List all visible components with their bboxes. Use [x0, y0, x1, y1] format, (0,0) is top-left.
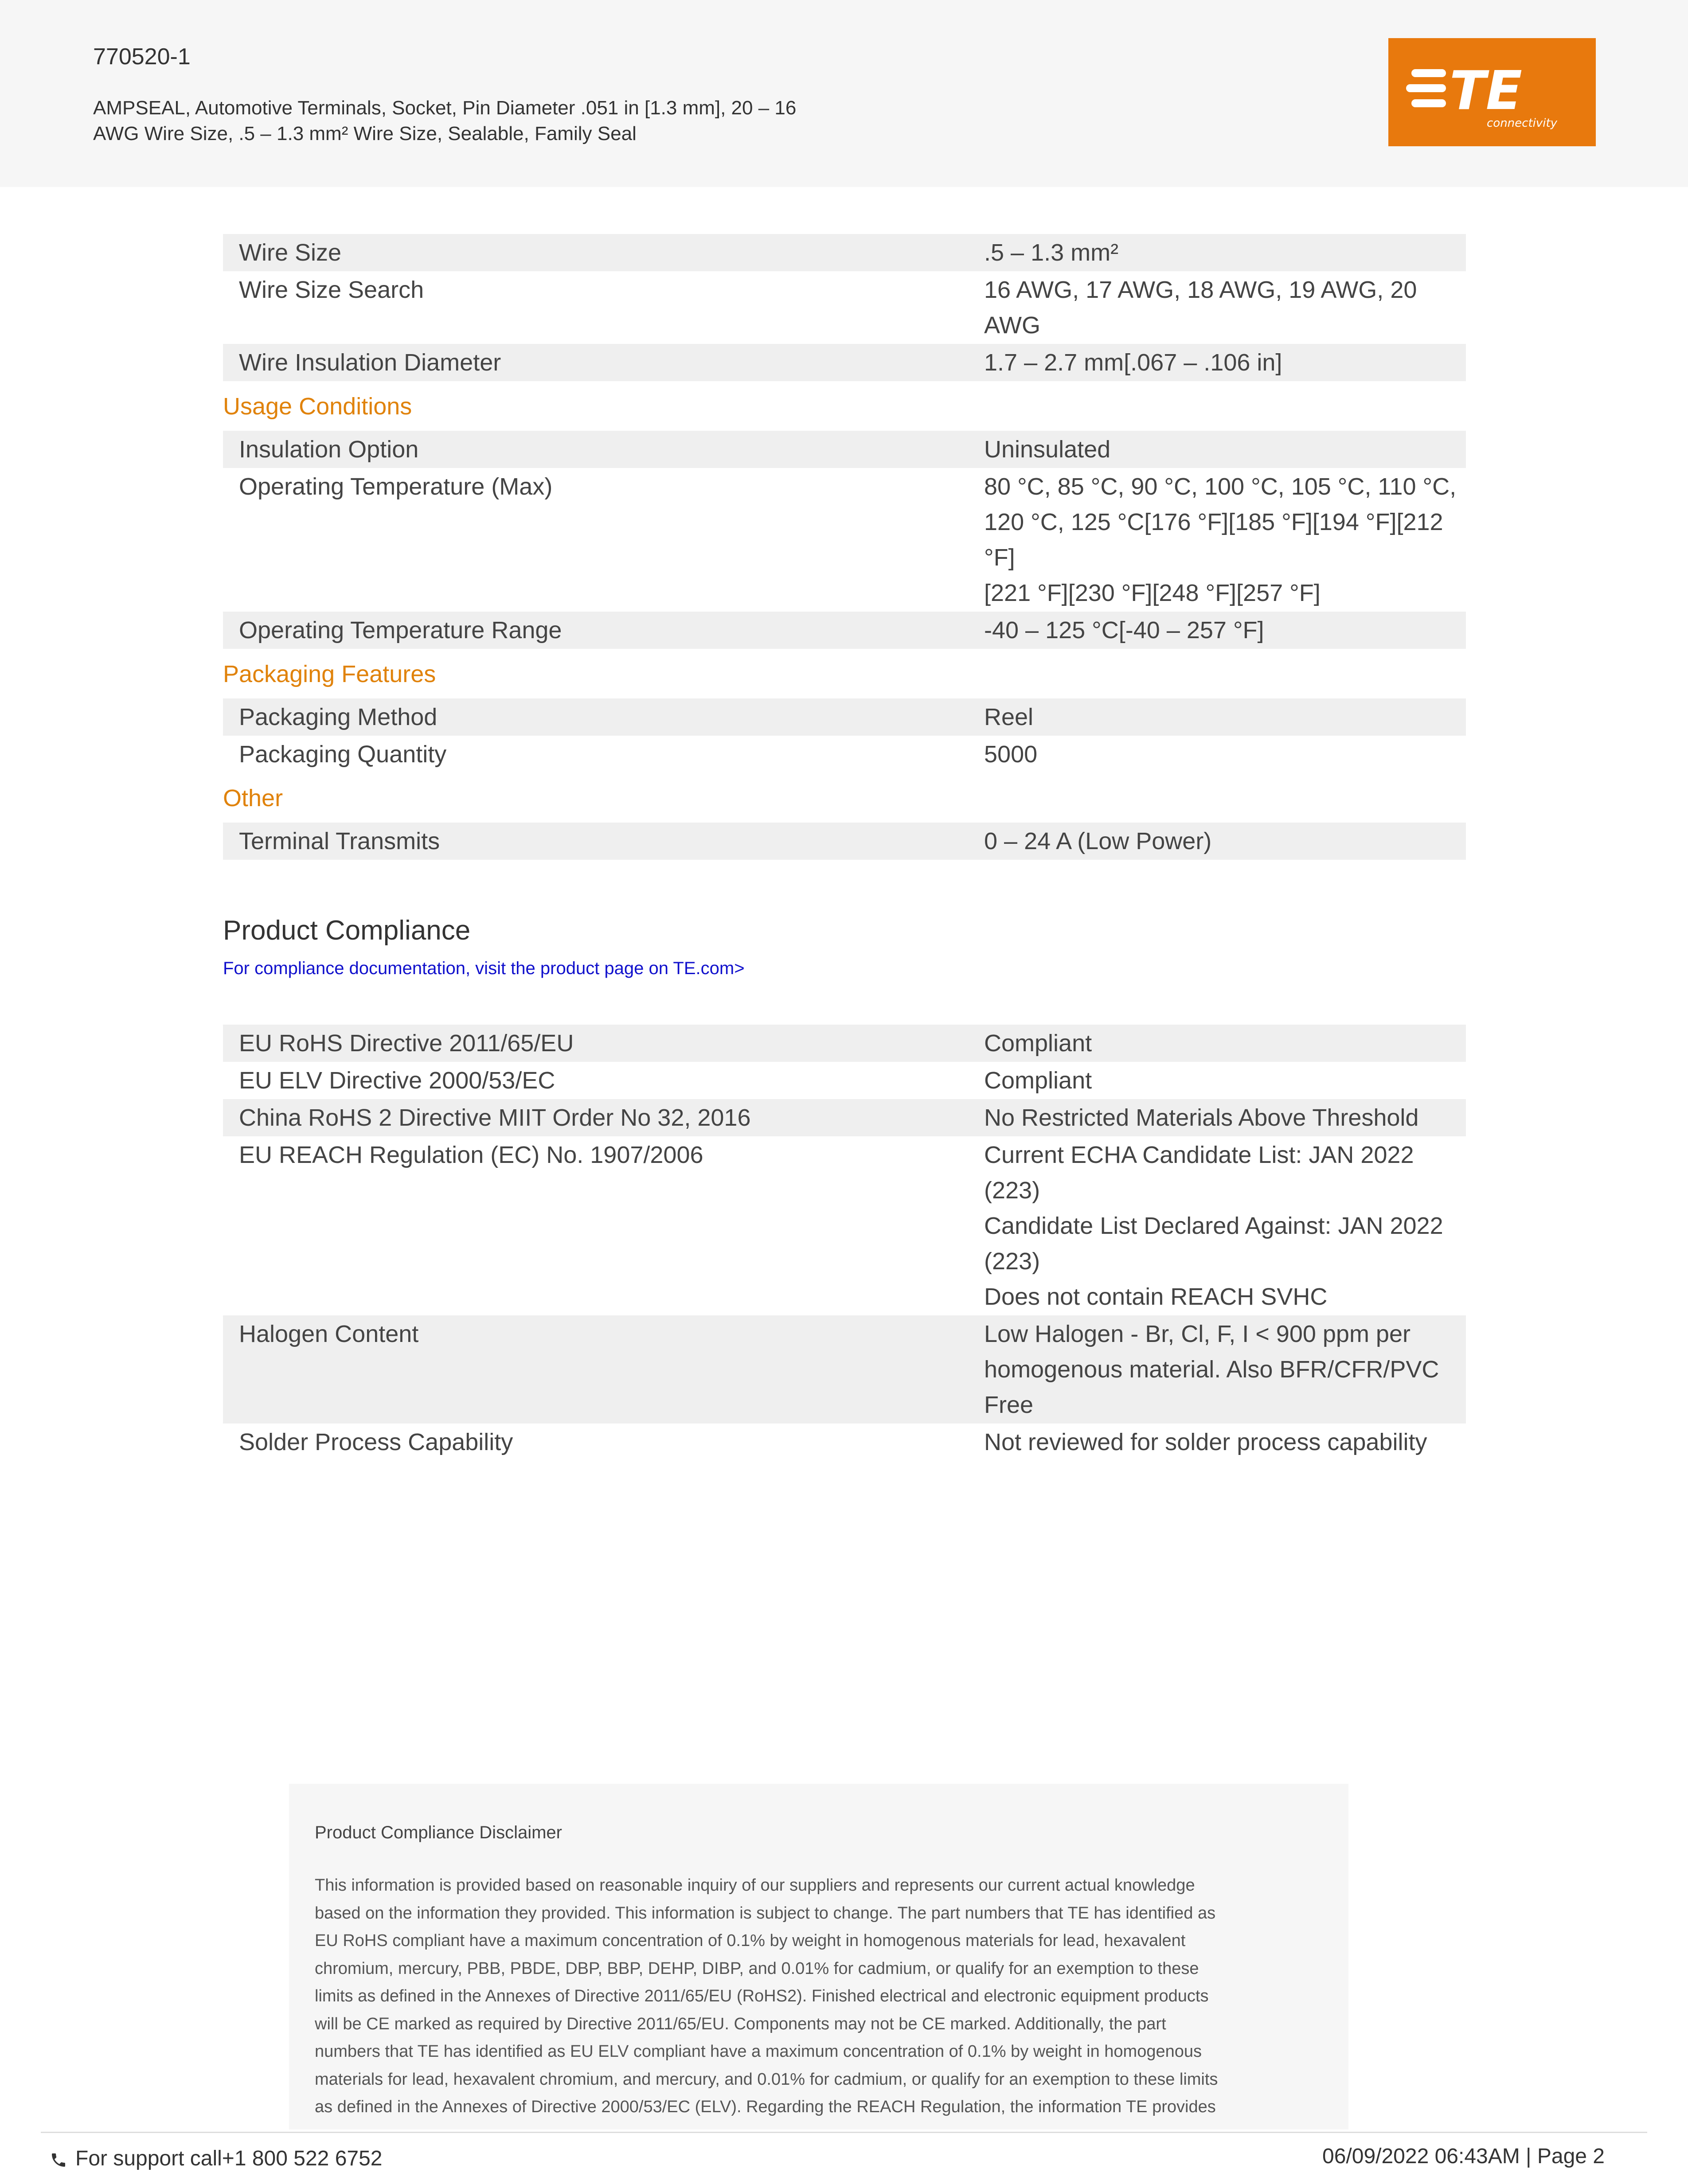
spec-label: Wire Insulation Diameter: [239, 349, 501, 376]
spec-row-operating-temperature-range: [223, 612, 1466, 649]
te-connectivity-logo[interactable]: [1388, 38, 1596, 146]
disclaimer-line: as defined in the Annexes of Directive 2000/53/EC (ELV). Regarding the REACH Regulation, the information TE provides: [315, 2098, 1216, 2116]
spec-row-terminal-transmits: [223, 823, 1466, 860]
compliance-value-line: Free: [984, 1392, 1034, 1418]
spec-value: [968, 823, 1463, 860]
spec-value-line: Reel: [984, 704, 1034, 730]
spec-row-wire-size: [223, 234, 1466, 271]
disclaimer-title: Product Compliance Disclaimer: [315, 1823, 562, 1842]
compliance-value-line: Current ECHA Candidate List: JAN 2022: [984, 1142, 1414, 1168]
compliance-table: [223, 1025, 1466, 1461]
spec-value-line: [221 °F][230 °F][248 °F][257 °F]: [984, 580, 1321, 606]
spec-label: Terminal Transmits: [239, 828, 440, 854]
spec-value: [968, 698, 1463, 736]
spec-value: [968, 736, 1463, 773]
disclaimer-line: based on the information they provided. This information is subject to change. The part numbers that TE has identified as: [315, 1903, 1216, 1923]
part-description-line: AMPSEAL, Automotive Terminals, Socket, Pin Diameter .051 in [1.3 mm], 20 – 16: [93, 97, 797, 119]
spec-label: Wire Size: [239, 239, 342, 266]
spec-value-line: .5 – 1.3 mm²: [984, 239, 1119, 266]
compliance-row-halogen-content: [223, 1315, 1466, 1424]
spec-value: [968, 612, 1463, 649]
compliance-value: [968, 1099, 1463, 1136]
compliance-value-line: (223): [984, 1248, 1040, 1275]
spec-value: [968, 234, 1463, 271]
disclaimer-line: limits as defined in the Annexes of Directive 2011/65/EU (RoHS2). Finished electrical and electronic equipment products: [315, 1987, 1209, 2005]
spec-label: Operating Temperature (Max): [239, 473, 553, 500]
compliance-value: [968, 1062, 1463, 1099]
compliance-documentation-link[interactable]: For compliance documentation, visit the product page on TE.com>: [223, 959, 745, 978]
compliance-label: EU RoHS Directive 2011/65/EU: [239, 1030, 574, 1057]
spec-row-wire-insulation-diameter: [223, 344, 1466, 381]
compliance-title: Product Compliance: [223, 915, 471, 946]
compliance-value: [968, 1136, 1463, 1315]
compliance-row-eu-elv: [223, 1062, 1466, 1099]
page-header: [0, 0, 1688, 187]
spec-label: Packaging Quantity: [239, 741, 447, 768]
spec-content: [223, 234, 1466, 1461]
spec-label: Packaging Method: [239, 704, 438, 730]
spec-value: [968, 271, 1463, 344]
footer-divider: [41, 2132, 1647, 2133]
compliance-label: EU ELV Directive 2000/53/EC: [239, 1067, 555, 1094]
footer-date-page: 06/09/2022 06:43AM | Page 2: [1322, 2145, 1605, 2168]
spec-label: Wire Size Search: [239, 277, 424, 303]
te-logo-mark: [1388, 38, 1596, 146]
compliance-value-line: (223): [984, 1177, 1040, 1204]
part-description-line: AWG Wire Size, .5 – 1.3 mm² Wire Size, Sealable, Family Seal: [93, 123, 637, 144]
spec-value-line: 0 – 24 A (Low Power): [984, 828, 1212, 854]
disclaimer-line: EU RoHS compliant have a maximum concentration of 0.1% by weight in homogenous materials for lead, hexavalent: [315, 1931, 1186, 1950]
compliance-value-line: Low Halogen - Br, Cl, F, I < 900 ppm per: [984, 1321, 1411, 1347]
spec-value-line: AWG: [984, 312, 1040, 339]
spec-value-line: 80 °C, 85 °C, 90 °C, 100 °C, 105 °C, 110 °C,: [984, 473, 1457, 500]
compliance-label: Solder Process Capability: [239, 1429, 513, 1455]
compliance-value-line: Does not contain REACH SVHC: [984, 1283, 1328, 1310]
compliance-value: [968, 1424, 1463, 1461]
compliance-disclaimer-box: [289, 1784, 1348, 2129]
part-number: 770520-1: [93, 44, 191, 70]
spec-row-packaging-method: [223, 698, 1466, 736]
spec-row-operating-temperature-max: [223, 468, 1466, 612]
disclaimer-line: will be CE marked as required by Directive 2011/65/EU. Components may not be CE marked. Additionally, the part: [315, 2014, 1166, 2033]
spec-value-line: 5000: [984, 741, 1038, 768]
disclaimer-line: numbers that TE has identified as EU ELV compliant have a maximum concentration of 0.1% by weight in homogenous: [315, 2042, 1202, 2061]
compliance-value-line: homogenous material. Also BFR/CFR/PVC: [984, 1356, 1439, 1383]
phone-icon: [50, 2150, 67, 2168]
spec-value: [968, 468, 1463, 612]
compliance-value-line: No Restricted Materials Above Threshold: [984, 1104, 1419, 1131]
compliance-row-china-rohs: [223, 1099, 1466, 1136]
compliance-row-eu-reach: [223, 1136, 1466, 1315]
disclaimer-body: [315, 1872, 1312, 2121]
compliance-row-eu-rohs: [223, 1025, 1466, 1062]
compliance-value-line: Candidate List Declared Against: JAN 2022: [984, 1213, 1443, 1239]
spec-row-wire-size-search: [223, 271, 1466, 344]
spec-row-packaging-quantity: [223, 736, 1466, 773]
part-description: [93, 95, 847, 147]
spec-label: Insulation Option: [239, 436, 419, 463]
spec-value: [968, 431, 1463, 468]
disclaimer-line: This information is provided based on reasonable inquiry of our suppliers and represents our current actual knowledge: [315, 1876, 1195, 1895]
logo-text: TE: [1450, 60, 1522, 122]
spec-value-line: -40 – 125 °C[-40 – 257 °F]: [984, 617, 1264, 644]
compliance-value-line: Compliant: [984, 1067, 1092, 1094]
compliance-label: China RoHS 2 Directive MIIT Order No 32, 2016: [239, 1104, 751, 1131]
compliance-value: [968, 1315, 1463, 1424]
spec-value-line: Uninsulated: [984, 436, 1111, 463]
spec-row-insulation-option: [223, 431, 1466, 468]
spec-value-line: 16 AWG, 17 AWG, 18 AWG, 19 AWG, 20: [984, 277, 1417, 303]
disclaimer-line: chromium, mercury, PBB, PBDE, DBP, BBP, DEHP, DIBP, and 0.01% for cadmium, or qualify for an exemption to these: [315, 1959, 1199, 1978]
spec-value-line: 120 °C, 125 °C[176 °F][185 °F][194 °F][212 °F]: [984, 509, 1443, 571]
footer-support: [50, 2146, 382, 2171]
logo-subtext: connectivity: [1487, 117, 1558, 130]
section-title-other: Other: [223, 785, 283, 811]
compliance-label: EU REACH Regulation (EC) No. 1907/2006: [239, 1142, 703, 1168]
compliance-value-line: Compliant: [984, 1030, 1092, 1057]
compliance-value-line: Not reviewed for solder process capability: [984, 1429, 1427, 1455]
compliance-label: Halogen Content: [239, 1321, 419, 1347]
section-title-packaging-features: Packaging Features: [223, 661, 436, 687]
disclaimer-line: materials for lead, hexavalent chromium, and mercury, and 0.01% for cadmium, or qualify for an exemption to these limits: [315, 2070, 1218, 2089]
spec-value-line: 1.7 – 2.7 mm[.067 – .106 in]: [984, 349, 1282, 376]
section-title-usage-conditions: Usage Conditions: [223, 393, 412, 420]
spec-label: Operating Temperature Range: [239, 617, 562, 644]
compliance-value: [968, 1025, 1463, 1062]
compliance-row-solder-process: [223, 1424, 1466, 1461]
spec-value: [968, 344, 1463, 381]
support-phone-text: For support call+1 800 522 6752: [75, 2147, 383, 2170]
